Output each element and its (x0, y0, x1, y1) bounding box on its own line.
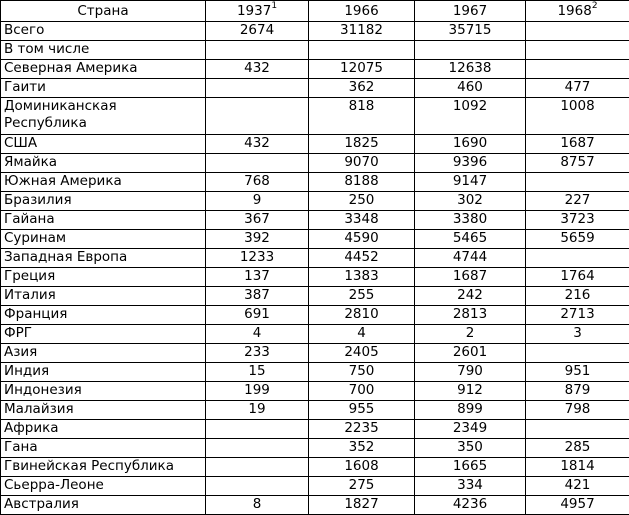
value-cell (206, 98, 309, 135)
value-cell: 12638 (415, 60, 526, 79)
table-row (1, 41, 629, 60)
value-cell: 421 (526, 477, 629, 496)
value-cell: 9147 (415, 173, 526, 192)
value-cell: 1665 (415, 458, 526, 477)
value-cell: 2405 (309, 344, 415, 363)
value-cell: 4 (206, 325, 309, 344)
value-cell: 5465 (415, 230, 526, 249)
value-cell: 818 (309, 98, 415, 135)
table-row (1, 287, 629, 306)
value-cell: 352 (309, 439, 415, 458)
value-cell: 1764 (526, 268, 629, 287)
value-cell: 4957 (526, 496, 629, 515)
value-cell: 2674 (206, 22, 309, 41)
country-cell: Африка (1, 420, 206, 439)
value-cell: 955 (309, 401, 415, 420)
value-cell (415, 41, 526, 60)
value-cell (206, 154, 309, 173)
value-cell: 137 (206, 268, 309, 287)
value-cell: 1608 (309, 458, 415, 477)
value-cell: 899 (415, 401, 526, 420)
table-row (1, 22, 629, 41)
value-cell: 798 (526, 401, 629, 420)
header-year-1968: 1968$^2$ (526, 1, 629, 22)
value-cell: 700 (309, 382, 415, 401)
value-cell: 1008 (526, 98, 629, 135)
table-row (1, 98, 629, 135)
value-cell: 216 (526, 287, 629, 306)
value-cell (206, 458, 309, 477)
table-row (1, 173, 629, 192)
value-cell (526, 60, 629, 79)
country-cell: Ямайка (1, 154, 206, 173)
value-cell: 2810 (309, 306, 415, 325)
value-cell (526, 344, 629, 363)
value-cell: 285 (526, 439, 629, 458)
value-cell: 35715 (415, 22, 526, 41)
value-cell: 768 (206, 173, 309, 192)
value-cell: 362 (309, 79, 415, 98)
country-cell: Доминиканская Республика (1, 98, 206, 135)
country-cell: Индонезия (1, 382, 206, 401)
country-cell: Греция (1, 268, 206, 287)
value-cell: 1827 (309, 496, 415, 515)
value-cell (206, 79, 309, 98)
value-cell: 8 (206, 496, 309, 515)
value-cell: 4236 (415, 496, 526, 515)
country-cell: Всего (1, 22, 206, 41)
country-cell: Франция (1, 306, 206, 325)
table-row (1, 249, 629, 268)
table-row (1, 211, 629, 230)
value-cell: 951 (526, 363, 629, 382)
header-year-1937: 1937$^1$ (206, 1, 309, 22)
table-row (1, 306, 629, 325)
value-cell: 3723 (526, 211, 629, 230)
table-row (1, 363, 629, 382)
value-cell: 1383 (309, 268, 415, 287)
value-cell: 1687 (526, 135, 629, 154)
table-row (1, 154, 629, 173)
value-cell: 2601 (415, 344, 526, 363)
value-cell: 15 (206, 363, 309, 382)
country-cell: В том числе (1, 41, 206, 60)
value-cell (206, 477, 309, 496)
table-body (1, 22, 629, 515)
value-cell: 4 (309, 325, 415, 344)
header-row (1, 1, 629, 22)
header-year-1966: 1966 (309, 1, 415, 22)
value-cell: 199 (206, 382, 309, 401)
value-cell (309, 41, 415, 60)
value-cell: 275 (309, 477, 415, 496)
country-cell: Сьерра-Леоне (1, 477, 206, 496)
country-cell: Бразилия (1, 192, 206, 211)
country-cell: Гаити (1, 79, 206, 98)
table-row (1, 325, 629, 344)
value-cell: 1690 (415, 135, 526, 154)
value-cell (526, 22, 629, 41)
table-row (1, 192, 629, 211)
value-cell: 477 (526, 79, 629, 98)
value-cell: 9396 (415, 154, 526, 173)
value-cell: 8757 (526, 154, 629, 173)
country-cell: Северная Америка (1, 60, 206, 79)
value-cell: 432 (206, 135, 309, 154)
value-cell: 432 (206, 60, 309, 79)
country-cell: Гайана (1, 211, 206, 230)
value-cell: 2235 (309, 420, 415, 439)
value-cell: 1825 (309, 135, 415, 154)
value-cell: 2349 (415, 420, 526, 439)
country-cell: Гана (1, 439, 206, 458)
value-cell: 242 (415, 287, 526, 306)
table-row (1, 496, 629, 515)
value-cell: 9070 (309, 154, 415, 173)
value-cell: 302 (415, 192, 526, 211)
value-cell: 879 (526, 382, 629, 401)
value-cell: 250 (309, 192, 415, 211)
value-cell (206, 420, 309, 439)
value-cell: 31182 (309, 22, 415, 41)
value-cell: 3380 (415, 211, 526, 230)
table-row (1, 230, 629, 249)
country-cell: Индия (1, 363, 206, 382)
value-cell: 3348 (309, 211, 415, 230)
value-cell: 367 (206, 211, 309, 230)
table-row (1, 79, 629, 98)
table-row (1, 268, 629, 287)
value-cell: 392 (206, 230, 309, 249)
country-cell: Южная Америка (1, 173, 206, 192)
footnote-marker: 1 (271, 1, 277, 11)
value-cell: 2713 (526, 306, 629, 325)
value-cell: 2813 (415, 306, 526, 325)
value-cell: 750 (309, 363, 415, 382)
header-year-1967: 1967 (415, 1, 526, 22)
table-row (1, 344, 629, 363)
value-cell: 1814 (526, 458, 629, 477)
value-cell: 912 (415, 382, 526, 401)
value-cell (206, 41, 309, 60)
country-cell: Италия (1, 287, 206, 306)
value-cell: 1092 (415, 98, 526, 135)
country-cell: Гвинейская Республика (1, 458, 206, 477)
value-cell (526, 41, 629, 60)
footnote-marker: 2 (592, 1, 598, 11)
country-cell: Западная Европа (1, 249, 206, 268)
header-country: Страна (1, 1, 206, 22)
table-row (1, 439, 629, 458)
value-cell: 1687 (415, 268, 526, 287)
value-cell: 4744 (415, 249, 526, 268)
table-row (1, 382, 629, 401)
table-row (1, 401, 629, 420)
value-cell: 334 (415, 477, 526, 496)
value-cell: 19 (206, 401, 309, 420)
table-row (1, 60, 629, 79)
table-row (1, 135, 629, 154)
value-cell: 460 (415, 79, 526, 98)
country-cell: Суринам (1, 230, 206, 249)
value-cell: 1233 (206, 249, 309, 268)
value-cell (526, 249, 629, 268)
country-cell: Малайзия (1, 401, 206, 420)
value-cell: 387 (206, 287, 309, 306)
value-cell (526, 173, 629, 192)
value-cell: 2 (415, 325, 526, 344)
value-cell: 5659 (526, 230, 629, 249)
table-row (1, 477, 629, 496)
value-cell: 12075 (309, 60, 415, 79)
value-cell: 255 (309, 287, 415, 306)
table-row (1, 420, 629, 439)
value-cell (206, 439, 309, 458)
value-cell: 8188 (309, 173, 415, 192)
value-cell (526, 420, 629, 439)
value-cell: 9 (206, 192, 309, 211)
table-row (1, 458, 629, 477)
country-cell: США (1, 135, 206, 154)
value-cell: 691 (206, 306, 309, 325)
country-cell: Азия (1, 344, 206, 363)
value-cell: 4452 (309, 249, 415, 268)
value-cell: 790 (415, 363, 526, 382)
country-cell: Австралия (1, 496, 206, 515)
value-cell: 233 (206, 344, 309, 363)
value-cell: 3 (526, 325, 629, 344)
value-cell: 227 (526, 192, 629, 211)
country-cell: ФРГ (1, 325, 206, 344)
value-cell: 4590 (309, 230, 415, 249)
value-cell: 350 (415, 439, 526, 458)
